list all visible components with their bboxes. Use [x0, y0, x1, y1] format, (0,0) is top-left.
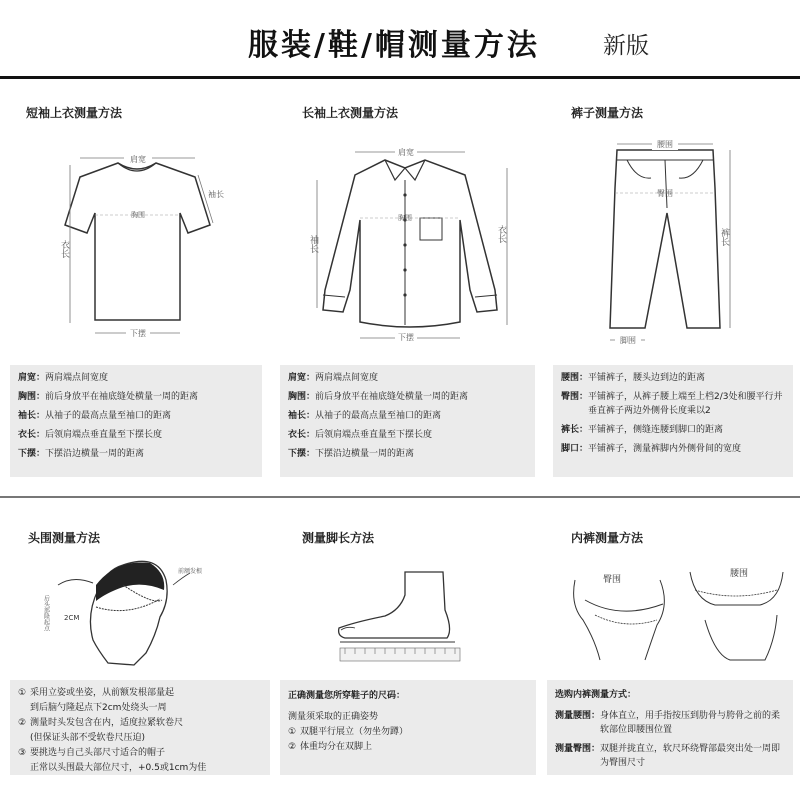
length-label: 衣长	[496, 225, 506, 243]
long-shirt-title: 长袖上衣测量方法	[302, 106, 399, 120]
sleeve-label: 袖长	[308, 235, 318, 253]
hem-label: 下摆	[130, 329, 146, 338]
info-row: 下摆： 下摆沿边横量一周的距离	[288, 449, 415, 459]
head-item: ① 采用立姿或坐姿，从前额发根部量起	[18, 688, 175, 698]
underwear-info	[547, 680, 793, 775]
head-item: ③ 要挑选与自己头部尺寸适合的帽子	[18, 748, 166, 758]
head-illustration	[38, 555, 233, 670]
hem-label: 下摆	[398, 333, 414, 342]
back-label: 后头部隆起点	[42, 595, 50, 631]
info-row: 胸围： 前后身放平在袖底缝处横量一周的距离	[18, 392, 199, 402]
pants-title: 裤子测量方法	[571, 106, 644, 120]
info-row: 测量腰围： 身体直立，用手指按压到肋骨与胯骨之前的柔软部位即腰围位置	[555, 711, 781, 735]
hip-label: 臀围	[657, 189, 673, 198]
short-shirt-illustration	[50, 145, 225, 350]
chest-label: 胸围	[131, 211, 145, 219]
foot-item: ① 双腿平行展立（勿坐勿蹲）	[288, 727, 409, 737]
head-item-cont: (但保证头部不受软卷尺压迫)	[30, 733, 146, 743]
hip-label: 臀围	[603, 575, 622, 585]
chest-label: 胸围	[398, 214, 412, 222]
short-shirt-info	[10, 365, 262, 477]
head-item-cont: 正常以头围最大部位尺寸，+0.5或1cm为佳	[30, 763, 207, 773]
head-item: ② 测量时头发包含在内，适度拉紧软卷尺	[18, 718, 184, 728]
head-item-cont: 到后脑勺隆起点下2cm处绕头一周	[30, 703, 167, 713]
header-rule	[0, 76, 800, 79]
foot-illustration	[335, 570, 470, 670]
info-row: 胸围： 前后身放平在袖底缝处横量一周的距离	[288, 392, 469, 402]
info-row: 衣长： 后领肩端点垂直量至下摆长度	[288, 430, 433, 440]
underwear-title: 内裤测量方法	[571, 531, 644, 545]
underwear-illustration	[565, 560, 790, 670]
shoulder-label: 肩宽	[398, 148, 414, 157]
sleeve-label: 袖长	[208, 190, 224, 199]
cm-label: 2CM	[64, 614, 80, 622]
info-row: 测量臀围： 双腿并拢直立，软尺环绕臀部最突出处一周即为臀围尺寸	[555, 744, 781, 768]
info-row: 下摆： 下摆沿边横量一周的距离	[18, 449, 145, 459]
long-shirt-info	[280, 365, 535, 477]
info-row: 裤长： 平铺裤子，侧缝连腰到脚口的距离	[561, 425, 724, 435]
long-shirt-illustration	[305, 140, 520, 350]
length-label: 衣长	[59, 240, 69, 258]
info-row: 腰围： 平铺裤子，腰头边到边的距离	[561, 373, 706, 383]
head-info	[10, 680, 270, 775]
foot-item: ② 体重均分在双脚上	[288, 742, 373, 752]
page-subtitle: 新版	[603, 33, 649, 59]
forehead-label: 前额发根	[178, 568, 203, 575]
foot-label: 脚围	[620, 336, 636, 345]
info-row: 袖长： 从袖子的最高点量至袖口的距离	[288, 411, 442, 421]
section-divider	[0, 496, 800, 498]
pants-info	[553, 365, 793, 477]
foot-title: 测量脚长方法	[302, 531, 375, 545]
pants-illustration	[595, 138, 745, 348]
page-header	[0, 0, 800, 80]
info-row: 肩宽： 两肩端点间宽度	[18, 373, 109, 383]
head-title: 头围测量方法	[28, 531, 101, 545]
info-row: 肩宽： 两肩端点间宽度	[288, 373, 379, 383]
foot-info	[280, 680, 536, 775]
foot-heading: 正确测量您所穿鞋子的尺码：	[288, 691, 406, 701]
info-row: 臀围： 平铺裤子，从裤子腰上端至上档2/3处和腰平行并垂直裤子两边外侧骨长度乘以2	[561, 392, 783, 416]
info-row: 衣长： 后领肩端点垂直量至下摆长度	[18, 430, 163, 440]
info-row: 脚口： 平铺裤子，测量裤脚内外侧骨间的宽度	[561, 444, 742, 454]
foot-subheading: 测量须采取的正确姿势	[288, 712, 379, 722]
waist-label: 腰围	[730, 569, 749, 579]
waist-label: 腰围	[657, 140, 673, 149]
info-row: 袖长： 从袖子的最高点量至袖口的距离	[18, 411, 172, 421]
length-label: 裤长	[719, 228, 729, 246]
shoulder-label: 肩宽	[130, 155, 146, 164]
page-title: 服装/鞋/帽测量方法	[248, 28, 540, 63]
short-shirt-title: 短袖上衣测量方法	[26, 106, 123, 120]
underwear-heading: 选购内裤测量方式：	[555, 690, 637, 700]
